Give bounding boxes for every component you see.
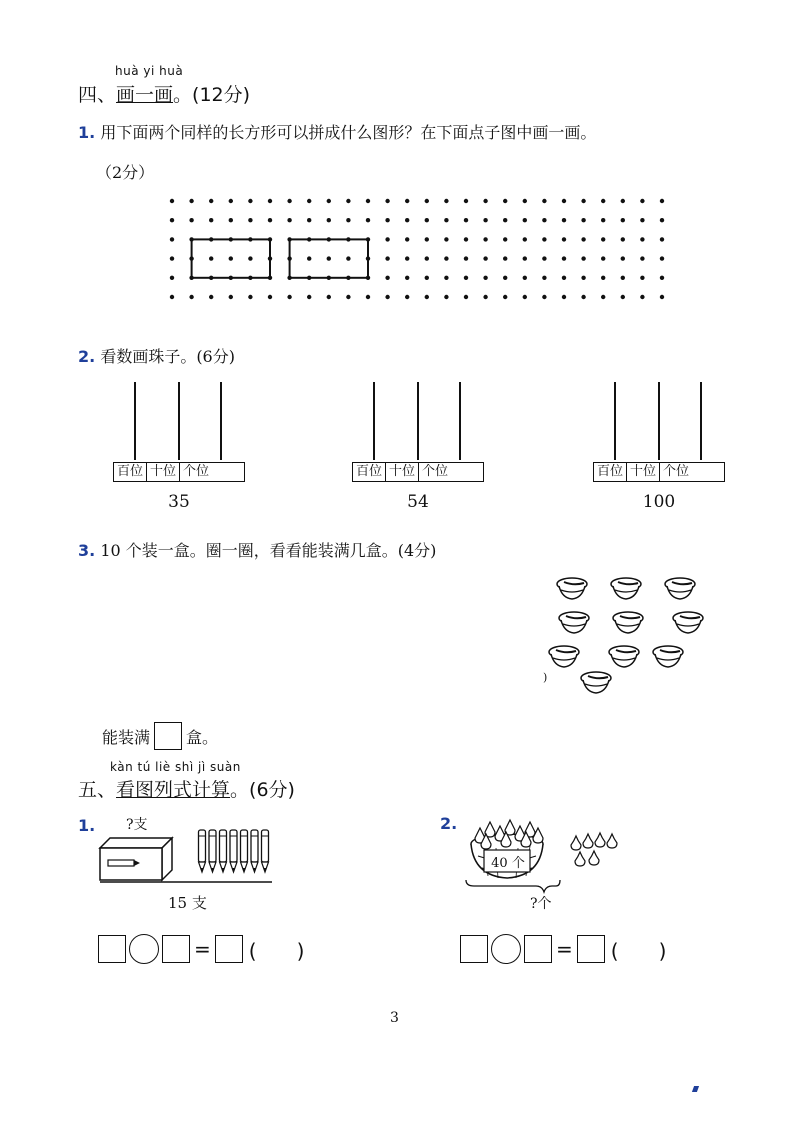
grid-dot <box>307 256 311 260</box>
section5-prefix: 五、 <box>78 779 117 801</box>
abacus-label-hundreds: 百位 <box>114 463 147 481</box>
grid-dot <box>621 295 625 299</box>
q1-score: （2分） <box>96 163 155 182</box>
grid-dot <box>562 199 566 203</box>
grid-dot <box>189 199 193 203</box>
pear-icon <box>571 836 581 850</box>
section4-title: 画一画 <box>116 84 174 106</box>
page-number: 3 <box>390 1010 399 1026</box>
p2-operand1-box[interactable] <box>460 935 488 963</box>
stray-mark: ) <box>543 671 548 684</box>
p1-equation <box>98 934 304 964</box>
grid-dot <box>640 276 644 280</box>
grid-dot <box>621 276 625 280</box>
grid-dot <box>640 199 644 203</box>
grid-dot <box>483 295 487 299</box>
grid-dot <box>523 276 527 280</box>
grid-dot <box>229 218 233 222</box>
grid-dot <box>385 237 389 241</box>
grid-dot <box>601 276 605 280</box>
abacus-3[interactable] <box>593 382 725 512</box>
abacus-label-hundreds: 百位 <box>353 463 386 481</box>
cup-icon <box>611 578 641 599</box>
loose-pears-icon <box>571 833 617 866</box>
grid-dot <box>405 237 409 241</box>
grid-dot <box>660 256 664 260</box>
grid-dot <box>385 295 389 299</box>
grid-dot <box>170 218 174 222</box>
equals-sign: = <box>194 937 211 961</box>
p2-number: 2. <box>440 814 458 833</box>
grid-dot <box>640 237 644 241</box>
section5-heading <box>78 775 295 802</box>
p1-operator-circle[interactable] <box>129 934 159 964</box>
abacus-label-hundreds: 百位 <box>594 463 627 481</box>
equals-sign: = <box>556 937 573 961</box>
grid-dot <box>385 256 389 260</box>
grid-dot <box>346 256 350 260</box>
grid-dot <box>444 237 448 241</box>
p2-operator-circle[interactable] <box>491 934 521 964</box>
p2-equation <box>460 934 666 964</box>
grid-dot <box>327 199 331 203</box>
grid-dot <box>464 199 468 203</box>
section4-score: 。(12分) <box>173 84 251 106</box>
cups-illustration <box>540 572 710 704</box>
grid-dot <box>268 199 272 203</box>
abacus-label-tens: 十位 <box>386 463 419 481</box>
grid-dot <box>444 295 448 299</box>
grid-dot <box>562 256 566 260</box>
grid-dot <box>189 295 193 299</box>
grid-dot <box>248 218 252 222</box>
grid-dot <box>483 256 487 260</box>
q2-text-line <box>78 344 235 367</box>
abacus-label-ones: 个位 <box>422 464 449 479</box>
grid-dot <box>229 199 233 203</box>
q1-number: 1. <box>78 123 96 142</box>
pear-icon <box>595 833 605 847</box>
grid-dot <box>503 256 507 260</box>
grid-dot <box>562 237 566 241</box>
abacus-label-row <box>593 462 725 482</box>
grid-dot <box>307 199 311 203</box>
grid-dot <box>562 218 566 222</box>
p1-operand1-box[interactable] <box>98 935 126 963</box>
grid-dot <box>248 199 252 203</box>
p1-unknown-label: ?支 <box>126 817 148 833</box>
p2-basket-label: 40 个 <box>491 856 525 871</box>
grid-dot <box>660 199 664 203</box>
grid-dot <box>483 218 487 222</box>
grid-dot <box>483 276 487 280</box>
grid-dot <box>209 218 213 222</box>
grid-dot <box>640 295 644 299</box>
grid-dot <box>464 276 468 280</box>
pencils-illustration <box>96 826 280 892</box>
p1-result-box[interactable] <box>215 935 243 963</box>
q3-number: 3. <box>78 541 96 560</box>
grid-dot <box>287 199 291 203</box>
grid-dot <box>444 276 448 280</box>
section4-pinyin: huà yi huà <box>115 64 184 78</box>
grid-dot <box>366 295 370 299</box>
grid-dot <box>385 199 389 203</box>
grid-dot <box>464 295 468 299</box>
grid-dot <box>621 256 625 260</box>
q3-text: 10 个装一盒。圈一圈，看看能装满几盒。(4分) <box>100 541 437 560</box>
grid-dot <box>464 218 468 222</box>
pencil-icon <box>209 830 216 872</box>
grid-dot <box>562 295 566 299</box>
grid-dot <box>581 218 585 222</box>
grid-dot <box>385 276 389 280</box>
grid-dot <box>483 199 487 203</box>
grid-dot <box>621 218 625 222</box>
pencil-box-icon <box>100 838 172 880</box>
grid-dot <box>660 237 664 241</box>
grid-dot <box>581 237 585 241</box>
grid-dot <box>307 218 311 222</box>
p1-operand2-box[interactable] <box>162 935 190 963</box>
grid-dot <box>660 276 664 280</box>
grid-dot <box>229 256 233 260</box>
corner-mark-icon <box>692 1086 699 1092</box>
grid-dot <box>621 199 625 203</box>
total-brace-icon <box>466 880 560 892</box>
grid-dot <box>366 218 370 222</box>
grid-dot <box>287 295 291 299</box>
grid-dot <box>327 295 331 299</box>
cup-icon <box>557 578 587 599</box>
pear-icon <box>589 851 599 865</box>
grid-dot <box>523 237 527 241</box>
grid-dot <box>405 276 409 280</box>
grid-dot <box>346 199 350 203</box>
grid-dot <box>425 295 429 299</box>
cup-icon <box>665 578 695 599</box>
abacus-rods <box>593 382 725 460</box>
pencil-icon <box>241 830 248 872</box>
pencil-icon <box>199 830 206 872</box>
grid-dot <box>601 256 605 260</box>
q2-text: 看数画珠子。(6分) <box>100 347 235 366</box>
grid-dot <box>209 199 213 203</box>
grid-dot <box>287 218 291 222</box>
q3-answer-box[interactable] <box>154 722 182 750</box>
grid-dot <box>248 295 252 299</box>
grid-dot <box>209 295 213 299</box>
p2-result-box[interactable] <box>577 935 605 963</box>
grid-dot <box>523 218 527 222</box>
pencil-icon <box>220 830 227 872</box>
grid-dot <box>601 295 605 299</box>
cup-icon <box>609 646 639 667</box>
q2-number: 2. <box>78 347 96 366</box>
grid-dot <box>268 218 272 222</box>
pencil-icon <box>230 830 237 872</box>
grid-dot <box>229 295 233 299</box>
grid-dot <box>601 237 605 241</box>
grid-dot <box>444 256 448 260</box>
grid-dot <box>464 237 468 241</box>
section4-prefix: 四、 <box>78 84 117 106</box>
grid-dot <box>581 276 585 280</box>
grid-dot <box>346 295 350 299</box>
grid-dot <box>248 256 252 260</box>
grid-dot <box>640 256 644 260</box>
section4-heading <box>78 80 250 107</box>
abacus-label-ones: 个位 <box>183 464 210 479</box>
grid-dot <box>503 199 507 203</box>
grid-dot <box>444 199 448 203</box>
grid-dot <box>542 295 546 299</box>
q3-answer-line <box>102 722 218 750</box>
p2-unknown-label: ?个 <box>530 896 552 912</box>
cup-icon <box>673 612 703 633</box>
grid-dot <box>366 199 370 203</box>
grid-dot <box>405 218 409 222</box>
grid-dot <box>581 199 585 203</box>
pencils-group-icon <box>199 830 269 872</box>
grid-dot <box>542 218 546 222</box>
section5-title: 看图列式计算 <box>116 779 231 801</box>
q1-text: 用下面两个同样的长方形可以拼成什么图形？在下面点子图中画一画。 <box>100 123 597 142</box>
grid-dot <box>464 256 468 260</box>
grid-dot <box>601 218 605 222</box>
q3-answer-suffix: 盒。 <box>186 727 219 747</box>
abacus-label-tens: 十位 <box>627 463 660 481</box>
grid-dot <box>523 295 527 299</box>
grid-dot <box>523 199 527 203</box>
p1-total-label: 15 支 <box>168 894 207 912</box>
q1-text-line <box>78 120 596 143</box>
grid-dot <box>581 295 585 299</box>
grid-dot <box>425 256 429 260</box>
grid-dot <box>425 218 429 222</box>
grid-dot <box>562 276 566 280</box>
grid-dot <box>405 256 409 260</box>
p1-unit-paren[interactable]: ( ) <box>248 938 305 963</box>
grid-dot <box>503 276 507 280</box>
grid-dot <box>581 256 585 260</box>
abacus-1[interactable] <box>113 382 245 512</box>
cup-icon <box>653 646 683 667</box>
pencil-icon <box>251 830 258 872</box>
abacus-label-ones: 个位 <box>663 464 690 479</box>
cup-icon <box>559 612 589 633</box>
grid-dot <box>503 218 507 222</box>
grid-dot <box>327 218 331 222</box>
grid-dot <box>503 237 507 241</box>
grid-dot <box>483 237 487 241</box>
dot-grid[interactable] <box>160 192 680 322</box>
grid-dot <box>405 199 409 203</box>
cup-icon <box>581 672 611 693</box>
section5-score: 。(6分) <box>230 779 295 801</box>
abacus-number: 35 <box>168 492 190 512</box>
abacus-label-tens: 十位 <box>147 463 180 481</box>
section5-pinyin: kàn tú liè shì jì suàn <box>110 760 241 774</box>
abacus-2[interactable] <box>352 382 484 512</box>
grid-dot <box>307 295 311 299</box>
grid-dot <box>189 218 193 222</box>
grid-dot <box>209 256 213 260</box>
cup-icon <box>549 646 579 667</box>
p1-number: 1. <box>78 816 96 835</box>
grid-dot <box>170 276 174 280</box>
grid-dot <box>601 199 605 203</box>
pear-icon <box>583 834 593 848</box>
pear-icon <box>607 834 617 848</box>
abacus-number: 100 <box>642 492 676 512</box>
grid-dot <box>268 295 272 299</box>
cup-icon <box>613 612 643 633</box>
abacus-rods <box>113 382 245 460</box>
pear-icon <box>575 852 585 866</box>
pencil-icon <box>262 830 269 872</box>
grid-dot <box>327 256 331 260</box>
grid-dot <box>523 256 527 260</box>
abacus-rods <box>352 382 484 460</box>
grid-dot <box>660 295 664 299</box>
grid-dot <box>542 237 546 241</box>
p2-operand2-box[interactable] <box>524 935 552 963</box>
grid-dot <box>640 218 644 222</box>
abacus-label-row <box>352 462 484 482</box>
grid-dot <box>542 256 546 260</box>
grid-dot <box>660 218 664 222</box>
grid-dot <box>170 295 174 299</box>
grid-dot <box>405 295 409 299</box>
q3-text-line <box>78 538 436 561</box>
grid-dot <box>385 218 389 222</box>
grid-dot <box>425 199 429 203</box>
grid-dot <box>170 199 174 203</box>
grid-dot <box>346 218 350 222</box>
abacus-number: 54 <box>407 492 429 512</box>
grid-dot <box>503 295 507 299</box>
grid-dot <box>425 237 429 241</box>
grid-dot <box>170 256 174 260</box>
grid-dot <box>542 276 546 280</box>
grid-dot <box>621 237 625 241</box>
grid-dot <box>425 276 429 280</box>
grid-dot <box>542 199 546 203</box>
grid-dot <box>170 237 174 241</box>
grid-dot <box>444 218 448 222</box>
q3-answer-prefix: 能装满 <box>102 727 151 747</box>
abacus-label-row <box>113 462 245 482</box>
p2-unit-paren[interactable]: ( ) <box>610 938 667 963</box>
